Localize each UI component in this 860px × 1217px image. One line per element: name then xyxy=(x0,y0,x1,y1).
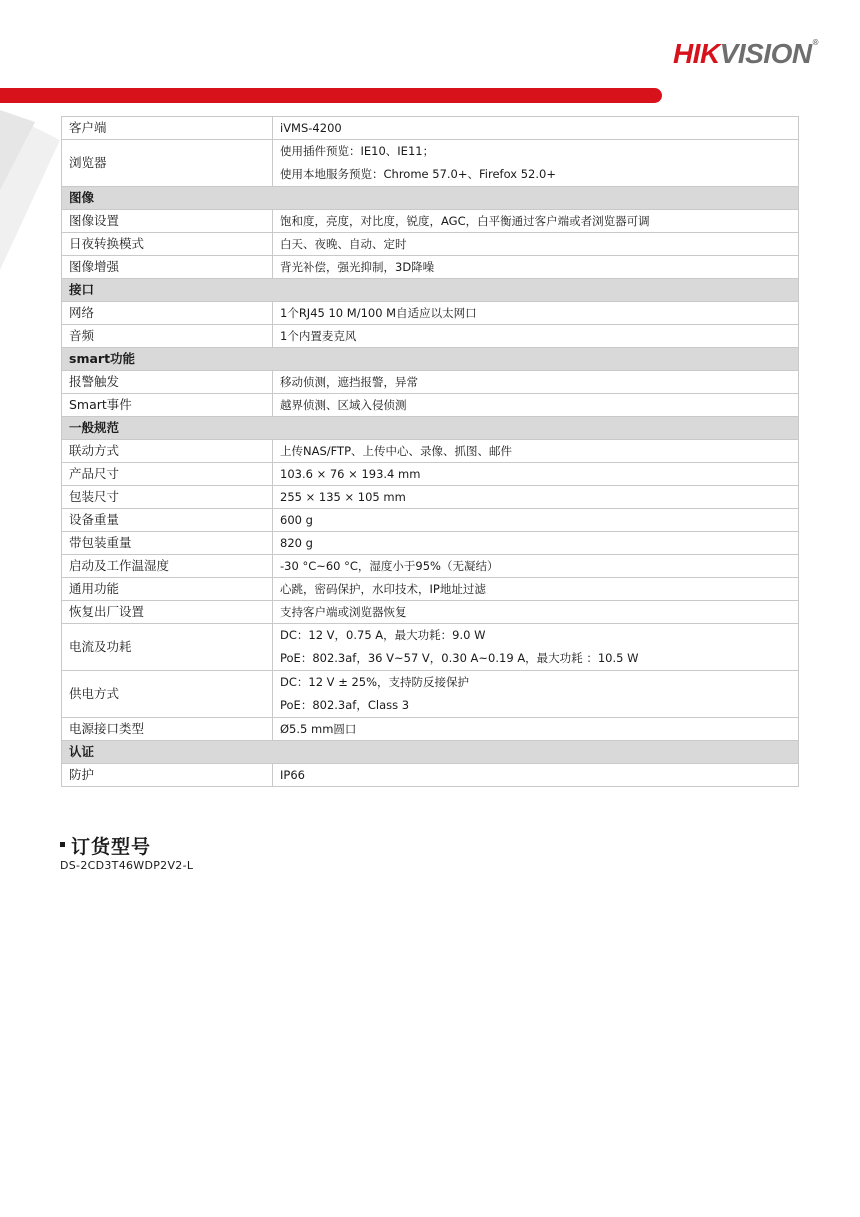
table-row xyxy=(62,671,799,718)
spec-value-line: 上传NAS/FTP、上传中心、录像、抓图、邮件 xyxy=(280,444,513,458)
spec-value xyxy=(273,440,799,463)
spec-label: 网络 xyxy=(62,302,273,325)
spec-label: 电源接口类型 xyxy=(62,718,273,741)
section-title: 图像 xyxy=(62,187,799,210)
spec-value-line: DC：12 V ± 25%，支持防反接保护 xyxy=(280,675,470,689)
table-row xyxy=(62,509,799,532)
section-header-row xyxy=(62,417,799,440)
spec-value xyxy=(273,764,799,787)
table-row xyxy=(62,233,799,256)
section-header-row xyxy=(62,279,799,302)
spec-value xyxy=(273,463,799,486)
spec-label: 启动及工作温湿度 xyxy=(62,555,273,578)
spec-value xyxy=(273,532,799,555)
model-number: DS-2CD3T46WDP2V2-L xyxy=(60,859,194,872)
table-row xyxy=(62,394,799,417)
spec-value-line: PoE：802.3af，Class 3 xyxy=(280,698,410,712)
spec-value-line: Ø5.5 mm圆口 xyxy=(280,722,357,736)
table-row xyxy=(62,140,799,187)
spec-label: 恢复出厂设置 xyxy=(62,601,273,624)
table-row xyxy=(62,532,799,555)
spec-value-line: 支持客户端或浏览器恢复 xyxy=(280,605,407,619)
spec-value-line: IP66 xyxy=(280,768,305,782)
spec-value xyxy=(273,394,799,417)
spec-value-line: 饱和度，亮度，对比度，锐度，AGC，白平衡通过客户端或者浏览器可调 xyxy=(280,214,650,228)
spec-value-line: 1个RJ45 10 M/100 M自适应以太网口 xyxy=(280,306,477,320)
spec-label: 设备重量 xyxy=(62,509,273,532)
spec-label: Smart事件 xyxy=(62,394,273,417)
spec-label: 防护 xyxy=(62,764,273,787)
spec-label: 图像设置 xyxy=(62,210,273,233)
spec-value xyxy=(273,601,799,624)
section-title: 接口 xyxy=(62,279,799,302)
table-row xyxy=(62,302,799,325)
spec-value-line: 600 g xyxy=(280,513,313,527)
spec-value-line: 移动侦测，遮挡报警，异常 xyxy=(280,375,418,389)
header-red-bar xyxy=(0,88,662,103)
spec-label: 图像增强 xyxy=(62,256,273,279)
spec-value-line: 使用插件预览：IE10、IE11； xyxy=(280,144,435,158)
spec-value-line: 使用本地服务预览：Chrome 57.0+、Firefox 52.0+ xyxy=(280,167,556,181)
order-section-title: 订货型号 xyxy=(60,832,151,859)
table-row xyxy=(62,578,799,601)
section-title: 认证 xyxy=(62,741,799,764)
spec-value-line: 255 × 135 × 105 mm xyxy=(280,490,406,504)
bullet-icon xyxy=(60,842,65,847)
table-row xyxy=(62,256,799,279)
spec-value xyxy=(273,671,799,718)
spec-value-line: iVMS-4200 xyxy=(280,121,342,135)
table-row xyxy=(62,764,799,787)
table-row xyxy=(62,463,799,486)
spec-label: 浏览器 xyxy=(62,140,273,187)
spec-value-line: 1个内置麦克风 xyxy=(280,329,357,343)
spec-value-line: 103.6 × 76 × 193.4 mm xyxy=(280,467,421,481)
table-row xyxy=(62,486,799,509)
spec-table xyxy=(61,116,799,787)
table-row xyxy=(62,718,799,741)
section-header-row xyxy=(62,348,799,371)
spec-value xyxy=(273,578,799,601)
spec-value xyxy=(273,210,799,233)
spec-value-line: 背光补偿，强光抑制，3D降噪 xyxy=(280,260,435,274)
spec-value xyxy=(273,325,799,348)
spec-value xyxy=(273,509,799,532)
spec-value xyxy=(273,371,799,394)
spec-label: 音频 xyxy=(62,325,273,348)
spec-value-line: 越界侦测、区域入侵侦测 xyxy=(280,398,407,412)
table-row xyxy=(62,624,799,671)
spec-value xyxy=(273,624,799,671)
spec-value-line: -30 °C~60 °C，湿度小于95%（无凝结） xyxy=(280,559,499,573)
spec-value xyxy=(273,233,799,256)
spec-value xyxy=(273,555,799,578)
spec-value-line: PoE：802.3af，36 V~57 V，0.30 A~0.19 A，最大功耗 ：10.5 W xyxy=(280,651,639,665)
spec-value-line: 心跳，密码保护，水印技术，IP地址过滤 xyxy=(280,582,486,596)
table-row xyxy=(62,325,799,348)
spec-value xyxy=(273,302,799,325)
spec-label: 日夜转换模式 xyxy=(62,233,273,256)
table-row xyxy=(62,555,799,578)
spec-label: 电流及功耗 xyxy=(62,624,273,671)
spec-value-line: DC：12 V，0.75 A，最大功耗：9.0 W xyxy=(280,628,486,642)
spec-label: 带包装重量 xyxy=(62,532,273,555)
spec-label: 通用功能 xyxy=(62,578,273,601)
spec-value-line: 白天、夜晚、自动、定时 xyxy=(280,237,407,251)
spec-label: 报警触发 xyxy=(62,371,273,394)
table-row xyxy=(62,210,799,233)
table-row xyxy=(62,440,799,463)
decorative-shape xyxy=(0,100,70,280)
table-row xyxy=(62,601,799,624)
table-row xyxy=(62,371,799,394)
spec-value xyxy=(273,117,799,140)
spec-value xyxy=(273,140,799,187)
table-row xyxy=(62,117,799,140)
spec-label: 联动方式 xyxy=(62,440,273,463)
spec-value-line: 820 g xyxy=(280,536,313,550)
spec-value xyxy=(273,486,799,509)
section-title: 一般规范 xyxy=(62,417,799,440)
spec-label: 客户端 xyxy=(62,117,273,140)
hikvision-logo: HIKVISION® xyxy=(672,38,818,69)
spec-label: 产品尺寸 xyxy=(62,463,273,486)
spec-value xyxy=(273,718,799,741)
section-title: smart功能 xyxy=(62,348,799,371)
spec-label: 供电方式 xyxy=(62,671,273,718)
section-header-row xyxy=(62,187,799,210)
spec-value xyxy=(273,256,799,279)
spec-label: 包装尺寸 xyxy=(62,486,273,509)
section-header-row xyxy=(62,741,799,764)
